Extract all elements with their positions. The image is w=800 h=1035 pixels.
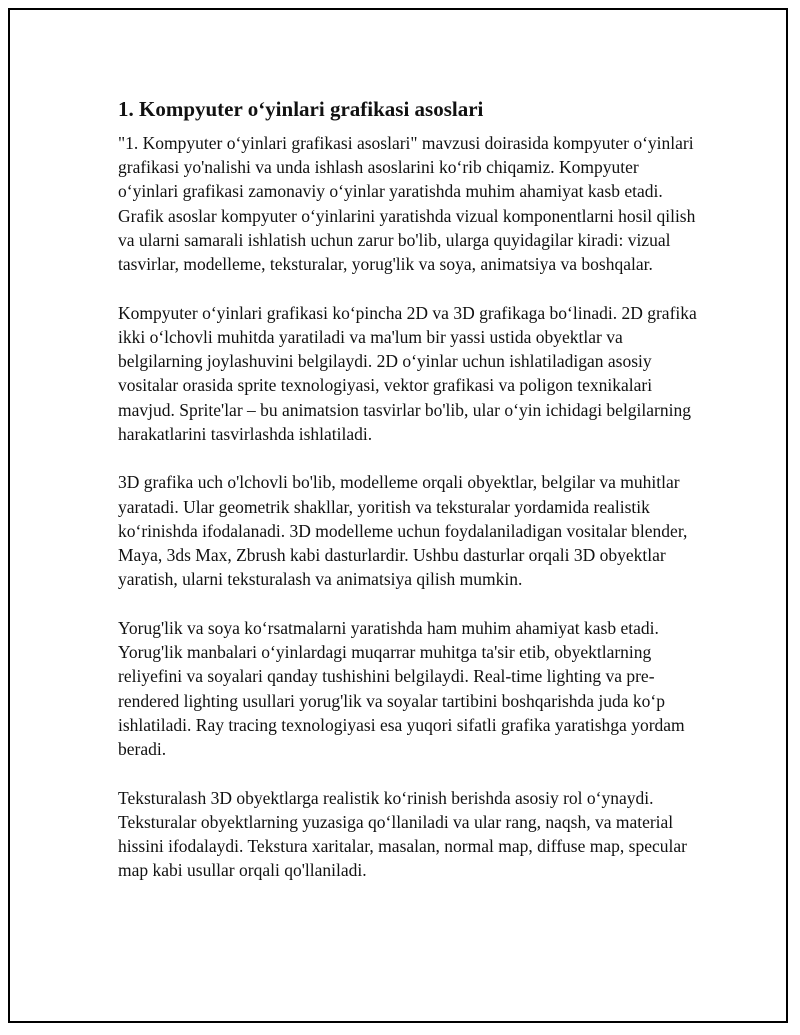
paragraph-lighting: Yorug'lik va soya ko‘rsatmalarni yaratishda ham muhim ahamiyat kasb etadi. Yorug'lik manbalari o‘yinlardagi muqarrar muhitga ta'sir etib, obyektlarning reliyefini va soyalari qanday tushishini belgilaydi. Real-time lighting va pre-rendered lighting usullari yorug'lik va soyalar tartibini boshqarishda juda ko‘p ishlatiladi. Ray tracing texnologiyasi esa yuqori sifatli grafika yaratishga yordam beradi. [118, 617, 685, 759]
document-body [118, 96, 698, 907]
paragraph-3d-graphics: 3D grafika uch o'lchovli bo'lib, modelleme orqali obyektlar, belgilar va muhitlar yaratadi. Ular geometrik shakllar, yoritish va teksturalar yordamida realistik ko‘rinishda ifodalanadi. 3D modelleme uchun foydalaniladigan vositalar blender, Maya, 3ds Max, Zbrush kabi dasturlardir. Ushbu dasturlar orqali 3D obyektlar yaratish, ularni teksturalash va animatsiya qilish mumkin. [118, 472, 688, 590]
document-page [8, 8, 788, 1023]
paragraph-intro: "1. Kompyuter o‘yinlari grafikasi asoslari" mavzusi doirasida kompyuter o‘yinlari grafikasi yo'nalishi va unda ishlash asoslarini ko‘rib chiqamiz. Kompyuter o‘yinlari grafikasi zamonaviy o‘yinlar yaratishda muhim ahamiyat kasb etadi. Grafik asoslar kompyuter o‘yinlarini yaratishda vizual komponentlarni hosil qilish va ularni samarali ishlatish uchun zarur bo'lib, ularga quyidagilar kiradi: vizual tasvirlar, modelleme, teksturalar, yorug'lik va soya, animatsiya va boshqalar. [118, 133, 696, 275]
paragraph-2d-3d: Kompyuter o‘yinlari grafikasi ko‘pincha 2D va 3D grafikaga bo‘linadi. 2D grafika ikki o‘lchovli muhitda yaratiladi va ma'lum bir yassi ustida obyektlar va belgilarning joylashuvini belgilaydi. 2D o‘yinlar uchun ishlatiladigan asosiy vositalar orasida sprite texnologiyasi, vektor grafikasi va poligon texnikalari mavjud. Sprite'lar – bu animatsion tasvirlar bo'lib, ular o‘yin ichidagi belgilarning harakatlarini tasvirlashda ishlatiladi. [118, 302, 697, 444]
section-heading: 1. Kompyuter o‘yinlari grafikasi asoslari [118, 97, 484, 121]
paragraph-texturing: Teksturalash 3D obyektlarga realistik ko‘rinish berishda asosiy rol o‘ynaydi. Teksturalar obyektlarning yuzasiga qo‘llaniladi va ular rang, naqsh, va material hissini ifodalaydi. Tekstura xaritalar, masalan, normal map, diffuse map, specular map kabi usullar orqali qo'llaniladi. [118, 787, 687, 881]
